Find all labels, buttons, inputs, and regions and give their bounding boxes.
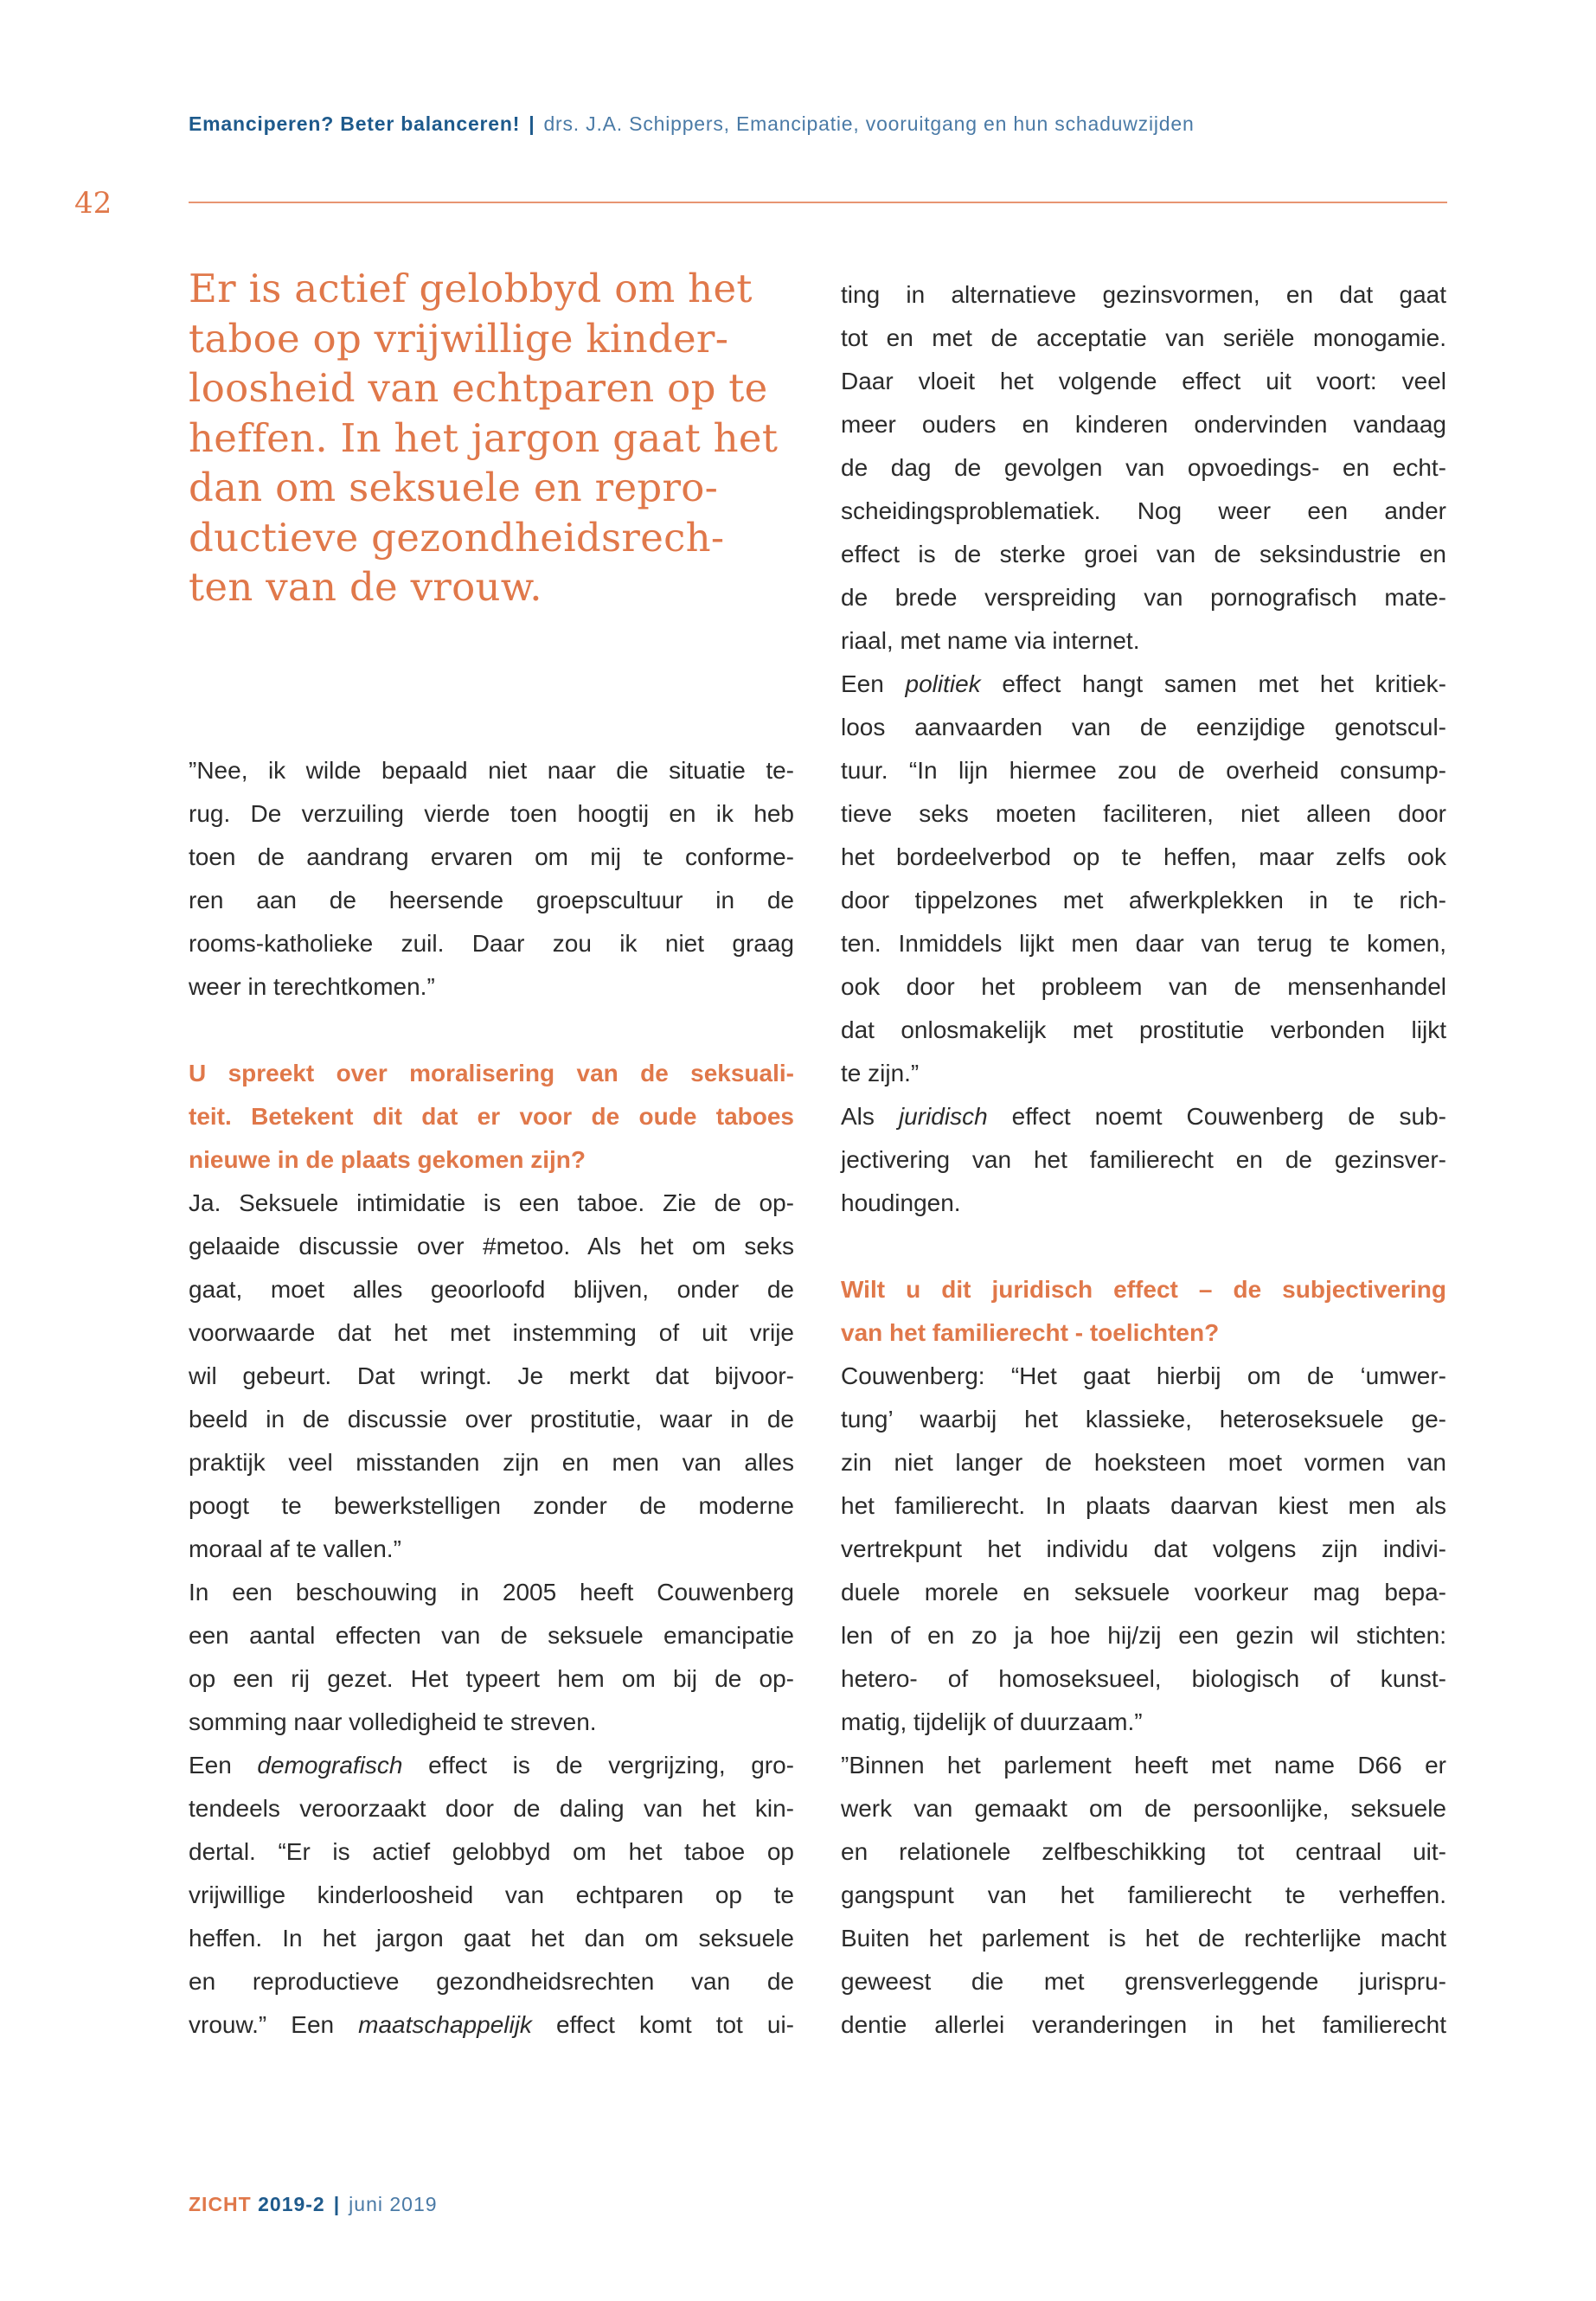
body-text-line: Ja. Seksuele intimidatie is een taboe. Zie de op-	[189, 1189, 794, 1216]
body-text-line: len of en zo ja hoe hij/zij een gezin wil stichten:	[841, 1622, 1446, 1649]
body-text-line: vertrekpunt het individu dat volgens zijn indivi-	[841, 1535, 1446, 1562]
body-text-line: het bordeelverbod op te heffen, maar zelfs ook	[841, 843, 1446, 870]
italic-term: demografisch	[257, 1752, 403, 1779]
body-text-line: dat onlosmakelijk met prostitutie verbonden lijkt	[841, 1016, 1446, 1043]
body-text-line: en relationele zelfbeschikking tot centraal uit-	[841, 1838, 1446, 1865]
body-text-line: dentie allerlei veranderingen in het familierecht	[841, 2011, 1446, 2038]
body-text-line	[841, 1225, 1446, 1268]
body-text-line: dertal. “Er is actief gelobbyd om het taboe op	[189, 1838, 794, 1865]
text-run: Een	[189, 1752, 258, 1779]
body-text-line: wil gebeurt. Dat wringt. Je merkt dat bijvoor-	[189, 1362, 794, 1389]
body-text-line: Couwenberg: “Het gaat hierbij om de ‘umwer-	[841, 1362, 1446, 1389]
body-text-line: poogt te bewerkstelligen zonder de moderne	[189, 1492, 794, 1519]
body-text-line: somming naar volledigheid te streven.	[189, 1708, 597, 1735]
body-text-line: ook door het probleem van de mensenhandel	[841, 973, 1446, 1000]
running-header	[189, 112, 1195, 136]
pull-quote-line: Er is actief gelobbyd om het	[189, 266, 753, 311]
body-text-line: geweest die met grensverleggende jurispru-	[841, 1968, 1446, 1995]
interview-question-line: Wilt u dit juridisch effect – de subjectivering	[841, 1276, 1446, 1303]
text-run: vrouw.” Een	[189, 2011, 359, 2038]
body-text-line: zin niet langer de hoeksteen moet vormen van	[841, 1449, 1446, 1476]
body-text-line: ”Nee, ik wilde bepaald niet naar die situatie te-	[189, 757, 794, 784]
body-text-line	[189, 2003, 794, 2047]
italic-term: politiek	[905, 670, 981, 697]
body-text-line: gelaaide discussie over #metoo. Als het om seks	[189, 1233, 794, 1259]
body-text-line: toen de aandrang ervaren om mij te conforme-	[189, 843, 794, 870]
body-text-line: gaat, moet alles geoorloofd blijven, onder de	[189, 1276, 794, 1303]
body-text-line: op een rij gezet. Het typeert hem om bij de op-	[189, 1665, 794, 1692]
body-text-line: loos aanvaarden van de eenzijdige genotscul-	[841, 714, 1446, 740]
text-run: effect noemt Couwenberg de sub-	[987, 1103, 1446, 1130]
body-text-line	[189, 1744, 794, 1787]
body-text-line	[841, 663, 1446, 706]
text-run: effect komt tot ui-	[531, 2011, 794, 2038]
body-text-line: werk van gemaakt om de persoonlijke, seksuele	[841, 1795, 1446, 1822]
body-text-line: jectivering van het familierecht en de gezinsver-	[841, 1146, 1446, 1173]
pull-quote-line: heffen. In het jargon gaat het	[189, 414, 779, 461]
body-text-line: de brede verspreiding van pornografisch mate-	[841, 584, 1446, 611]
text-run: Als	[841, 1103, 899, 1130]
body-text-line: ”Binnen het parlement heeft met name D66 er	[841, 1752, 1446, 1779]
body-text-line: riaal, met name via internet.	[841, 627, 1140, 654]
interview-question-line: nieuwe in de plaats gekomen zijn?	[189, 1146, 586, 1173]
interview-question-line: U spreekt over moralisering van de seksuali-	[189, 1060, 794, 1086]
body-text-line: tieve seks moeten faciliteren, niet alleen door	[841, 800, 1446, 827]
header-separator: |	[529, 112, 535, 135]
body-text-line: duele morele en seksuele voorkeur mag bepa-	[841, 1579, 1446, 1606]
body-text-line: voorwaarde dat het met instemming of uit vrije	[189, 1319, 794, 1346]
body-text-line: scheidingsproblematiek. Nog weer een ander	[841, 497, 1446, 524]
body-text-line: heffen. In het jargon gaat het dan om seksuele	[189, 1925, 794, 1952]
footer-brand: ZICHT	[189, 2193, 252, 2215]
body-text-line: door tippelzones met afwerkplekken in te rich-	[841, 887, 1446, 913]
pull-quote-line: ductieve gezondheidsrech-	[189, 514, 725, 561]
body-text-line: In een beschouwing in 2005 heeft Couwenberg	[189, 1579, 794, 1606]
body-text-line: ten. Inmiddels lijkt men daar van terug te komen,	[841, 930, 1446, 957]
body-text-line: tot en met de acceptatie van seriële monogamie.	[841, 324, 1446, 351]
body-text-line: en reproductieve gezondheidsrechten van de	[189, 1968, 794, 1995]
page-number: 42	[74, 186, 112, 221]
body-text-line	[841, 1095, 1446, 1138]
italic-term: maatschappelijk	[358, 2011, 532, 2038]
body-text-line: beeld in de discussie over prostitutie, waar in de	[189, 1406, 794, 1433]
body-text-line	[189, 1009, 794, 1052]
body-text-line: tuur. “In lijn hiermee zou de overheid consump-	[841, 757, 1446, 784]
body-text-line: ting in alternatieve gezinsvormen, en dat gaat	[841, 281, 1446, 308]
body-text-line: de dag de gevolgen van opvoedings- en echt-	[841, 454, 1446, 481]
italic-term: juridisch	[898, 1103, 988, 1130]
pull-quote	[189, 264, 811, 612]
body-text-line: een aantal effecten van de seksuele emancipatie	[189, 1622, 794, 1649]
body-text-line: meer ouders en kinderen ondervinden vandaag	[841, 411, 1446, 438]
footer-date: juni 2019	[349, 2193, 438, 2215]
author-line: drs. J.A. Schippers, Emancipatie, vooruitgang en hun schaduwzijden	[543, 112, 1195, 135]
body-text-line: vrijwillige kinderloosheid van echtparen op te	[189, 1881, 794, 1908]
body-text-line: rooms-katholieke zuil. Daar zou ik niet graag	[189, 930, 794, 957]
text-run: Een	[841, 670, 906, 697]
body-text-line: hetero- of homoseksueel, biologisch of kunst-	[841, 1665, 1446, 1692]
body-text-line: matig, tijdelijk of duurzaam.”	[841, 1708, 1143, 1735]
body-text-line: praktijk veel misstanden zijn en men van alles	[189, 1449, 794, 1476]
body-text-line: moraal af te vallen.”	[189, 1535, 401, 1562]
body-text-line: houdingen.	[841, 1189, 961, 1216]
header-rule	[189, 202, 1447, 203]
body-text-line: tung’ waarbij het klassieke, heteroseksuele ge-	[841, 1406, 1446, 1433]
interview-question-line: teit. Betekent dit dat er voor de oude taboes	[189, 1103, 794, 1130]
pull-quote-line: dan om seksuele en repro-	[189, 465, 719, 510]
footer-issue: 2019-2	[258, 2193, 325, 2215]
footer-separator: |	[333, 2193, 341, 2215]
interview-question-line: van het familierecht - toelichten?	[841, 1319, 1220, 1346]
body-text-line: gangspunt van het familierecht te verheffen.	[841, 1881, 1446, 1908]
body-text-line: tendeels veroorzaakt door de daling van het kin-	[189, 1795, 794, 1822]
body-text-line: Daar vloeit het volgende effect uit voort: veel	[841, 368, 1446, 394]
text-run: effect is de vergrijzing, gro-	[402, 1752, 794, 1779]
magazine-title: Emanciperen? Beter balanceren!	[189, 112, 521, 135]
footer	[189, 2193, 438, 2216]
body-text-line: effect is de sterke groei van de seksindustrie en	[841, 541, 1446, 567]
pull-quote-line: ten van de vrouw.	[189, 564, 542, 610]
body-text-line: Buiten het parlement is het de rechterlijke macht	[841, 1925, 1446, 1952]
text-run: effect hangt samen met het kritiek-	[980, 670, 1446, 697]
pull-quote-line: taboe op vrijwillige kinder-	[189, 315, 729, 362]
body-text-line: het familierecht. In plaats daarvan kiest men als	[841, 1492, 1446, 1519]
body-text-line: rug. De verzuiling vierde toen hoogtij en ik heb	[189, 800, 794, 827]
body-text-line: weer in terechtkomen.”	[189, 973, 435, 1000]
body-text-line: te zijn.”	[841, 1060, 920, 1086]
body-text-line: ren aan de heersende groepscultuur in de	[189, 887, 794, 913]
pull-quote-line: loosheid van echtparen op te	[189, 365, 768, 411]
